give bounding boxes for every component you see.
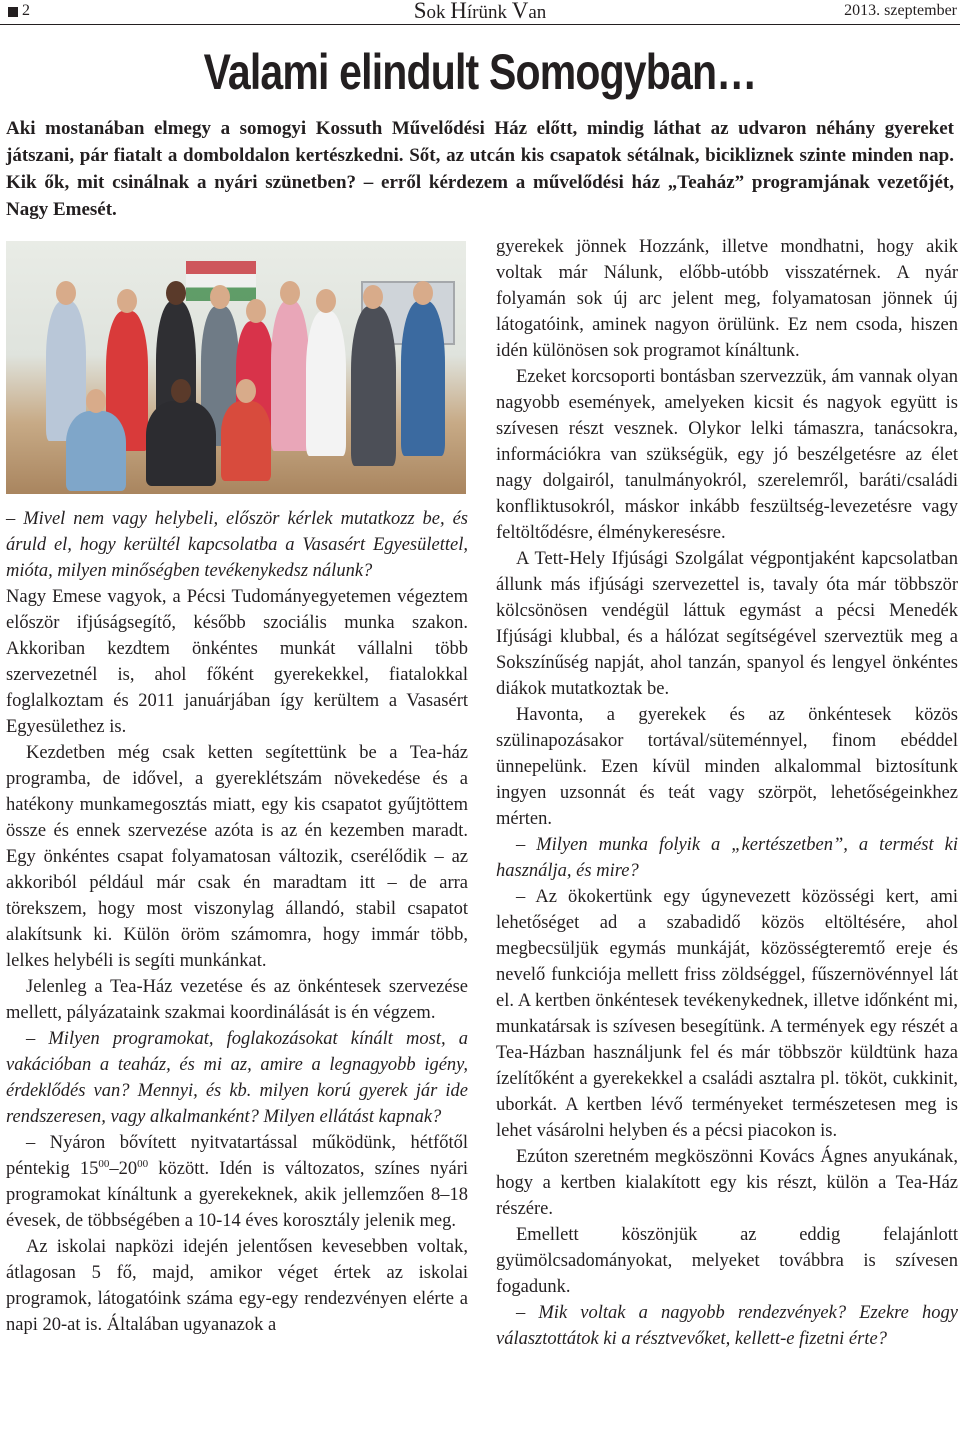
person-head [117, 289, 137, 313]
body-paragraph: Havonta, a gyerekek és az önkéntesek közös szülinapozásakor tortával/süteménnyel, finom ebéddel ünnepelünk. Ezen kívül minden alkalommal biztosítunk ingyen uzsonnát és teát vagy szörpöt, lehetőségeinkhez mérten. [496, 705, 958, 829]
answer-text: –20 [109, 1159, 138, 1179]
body-paragraph: Az iskolai napközi idején jelentősen kevesebben voltak, átlagosan 5 fő, majd, amikor véget értek az iskolai programok, látogatóink száma egy-egy rendezvényen elérte a napi 20-at is. Általában ugyanazok a [6, 1237, 468, 1335]
person-head [210, 285, 230, 309]
body-paragraph: Emellett köszönjük az eddig felajánlott gyümölcsadományokat, melyeket továbbra is szívesen fogadunk. [496, 1225, 958, 1297]
masthead [0, 0, 960, 24]
masthead-letter: V [511, 0, 529, 23]
header-rule [0, 24, 960, 25]
person-head [56, 281, 76, 305]
person-head [246, 299, 266, 323]
body-paragraph: A Tett-Hely Ifjúsági Szolgálat végpontjaként kapcsolatban állunk más ifjúsági szervezettel is, tavaly óta már többször kölcsönösen vendégül láttuk egymást a pécsi Menedék Ifjúsági klubbal, és a hálózat segítségével szerveztük meg a Sokszínűség napját, ahol tanzán, spanyol és lengyel önkéntes diákok mutatkoztak be. [496, 549, 958, 699]
body-paragraph: Ezeket korcsoporti bontásban szervezzük, ám vannak olyan nagyobb események, amelyeken kicsit és nagyok együtt is szívesen részt vesznek. Olykor lelki támaszra, tanácsokra, információkra van szükségük, egy jó beszélgetésre az élet nagy dolgairól, tanulmányokról, szerelemről, baráti/családi konfliktusokról, máskor inkább feszültség-levezetésre vagy feltöltődésre, élménykeresésre. [496, 367, 958, 543]
answer-paragraph: Nagy Emese vagyok, a Pécsi Tudományegyetemen végeztem először ifjúságsegítő, később szociális munka szakon. Akkoriban kezdtem önkéntes munkát vállalni több szervezetnél is, ahol főként gyerekekkel, fiatalokkal foglalkoztam és 2011 januárjában így kerültem a Vasasért Egyesülethez is. [6, 587, 468, 737]
question-paragraph: – Milyen munka folyik a „kertészetben”, a termést ki használja, és mire? [496, 835, 958, 881]
answer-paragraph: – Az ökokertünk egy úgynevezett közösségi kert, ami lehetőséget ad a szabadidő közös eltöltésére, ahol megbecsüljük egymás munkáját, közösségteremtő ereje és nevelő funkciója mellett friss zöldséggel, fűszernövénnyel lát el. A kertben önkéntesek tevékenykednek, illetve időnként mi, munkatársak is szívesen besegítünk. A termények egy részét a Tea-Házban használjunk fel és már többször küldtünk haza ízelítőként a gyerekekkel a családi asztalra pl. tököt, cukkinit, uborkát. A kertben lévő terményeket természetesen meg is lehet vásárolni helyben és a pécsi piacokon is. [496, 887, 958, 1141]
body-paragraph: Kezdetben még csak ketten segítettünk be a Tea-ház programba, de idővel, a gyereklétszám növekedése és a hatékony munkamegosztás miatt, egy kis csapatot gyűjtöttem össze és ennek szervezése azóta is az én kezemben maradt. Egy önkéntes csapat folyamatosan változik, cserélődik – az akkoriból például már csak én maradtam itt – de arra törekszem, hogy most viszonylag állandó, stabil csapatot alakítsunk ki. Külön öröm számomra, hogy immár több, lelkes helybéli is segíti munkánkat. [6, 743, 468, 971]
person-figure [271, 301, 309, 451]
masthead-text: an [528, 2, 547, 23]
person-figure [401, 301, 445, 456]
person-head [86, 389, 106, 413]
masthead-letter: S [413, 0, 427, 23]
answer-text: – Nyáron bővített nyitvatartással működünk, hétfőtől péntekig 15 [6, 1133, 468, 1179]
page-header [0, 0, 960, 26]
page-number: 2 [22, 2, 30, 19]
answer-paragraph [6, 1130, 468, 1234]
person-figure [221, 401, 271, 481]
person-head [413, 281, 433, 305]
person-figure [146, 401, 216, 486]
person-head [363, 285, 383, 309]
question-paragraph: – Mivel nem vagy helybeli, először kérlek mutatkozz be, és áruld el, hogy kerültél kapcsolatba a Vasasért Egyesülettel, mióta, milyen minőségben tevékenykedsz nálunk? [6, 509, 468, 581]
body-paragraph: Ezúton szeretném megköszönni Kovács Ágnes anyukának, hogy a kertben kialakított egy kis részt, külön a Tea-Ház részére. [496, 1147, 958, 1219]
person-head [280, 281, 300, 305]
left-column [6, 506, 468, 1338]
time-superscript: 00 [98, 1157, 110, 1170]
person-head [236, 379, 256, 403]
issue-date: 2013. szeptember [844, 2, 957, 19]
body-paragraph: gyerekek jönnek Hozzánk, illetve mondhatni, hogy akik voltak már Nálunk, előbb-utóbb visszatérnek. A nyár folyamán sok új arc jelent meg, folyamatosan jönnek új látogatóink, aminek nagyon örülünk. Ez nem csoda, hiszen idén különösen sok programot kínáltunk. [496, 237, 958, 361]
person-head [166, 281, 186, 305]
time-superscript: 00 [137, 1157, 149, 1170]
person-head [316, 289, 336, 313]
question-paragraph: – Milyen programokat, foglakozásokat kínált most, a vakációban a teaház, és mi az, amire a legnagyobb igény, érdeklődés van? Mennyi, és kb. milyen korú gyerek jár ide rendszeresen, vagy alkalmanként? Milyen ellátást kapnak? [6, 1029, 468, 1127]
person-figure [306, 311, 346, 456]
right-column [496, 234, 958, 1352]
article-headline: Valami elindult Somogyban… [203, 44, 757, 100]
person-figure [66, 411, 126, 491]
masthead-text: írünk [466, 2, 512, 23]
group-photo [6, 241, 466, 494]
body-paragraph: Jelenleg a Tea-Ház vezetése és az önkéntesek szervezése mellett, pályázataink szakmai koordinálását is én végzem. [6, 977, 468, 1023]
question-paragraph: – Mik voltak a nagyobb rendezvények? Ezekre hogy választottátok ki a résztvevőket, kellett-e fizetni érte? [496, 1303, 958, 1349]
masthead-letter: H [450, 0, 467, 23]
article-lead: Aki mostanában elmegy a somogyi Kossuth Művelődési Ház előtt, mindig láthat az udvaron néhány gyereket játszani, pár fiatalt a domboldalon kertészkedni. Sőt, az utcán kis csapatok sétálnak, bicikliznek szinte minden nap. Kik ők, mit csinálnak a nyári szünetben? – erről kérdezem a művelődési ház „Teaház” programjának vezetőjét, Nagy Emesét. [6, 118, 954, 220]
person-head [171, 379, 191, 403]
answer-text: között. Idén is változatos, színes nyári programokat kínáltunk a gyerekeknek, akik jellemzően 8–18 évesek, de többségében a 10-14 éves korosztály jelenik meg. [6, 1159, 469, 1231]
masthead-text: ok [426, 2, 451, 23]
person-figure [351, 306, 396, 466]
